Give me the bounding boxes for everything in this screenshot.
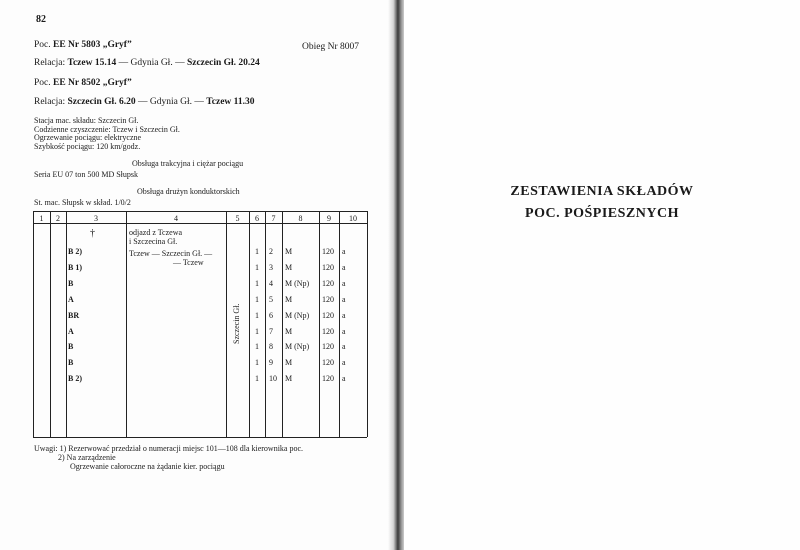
table-cell-c6: 1 (255, 247, 259, 256)
table-header-cell: 4 (174, 214, 178, 223)
table-cell-c7: 6 (269, 310, 273, 320)
relation-1-to: Szczecin Gł. 20.24 (186, 58, 260, 68)
page-number: 82 (36, 14, 46, 25)
info-line: Szybkość pociągu: 120 km/godz. (34, 141, 141, 151)
seria-line: Seria EU 07 ton 500 MD Słupsk (34, 170, 138, 179)
table-cell-c9: 120 (322, 294, 334, 304)
table-cell-c6: 1 (255, 342, 259, 352)
table-cell-c8: M (Np) (285, 310, 310, 320)
col4-text: i Szczecina Gł. (129, 237, 178, 246)
train-2-title (34, 78, 132, 89)
table-cell-c10: a (342, 262, 346, 272)
col4-text: odjazd z Tczewa (129, 228, 183, 237)
table-cell-c10: a (342, 374, 346, 384)
table-cell-c8: M (285, 247, 293, 256)
table-col-line (319, 211, 320, 437)
st-mac-line: St. mac. Słupsk w skład. 1/0/2 (34, 198, 131, 207)
table-col-line (50, 211, 51, 437)
table-border-bottom (33, 437, 367, 438)
relation-1-from: Tczew 15.14 (67, 58, 117, 68)
info-line: Codzienne czyszczenie: Tczew i Szczecin Gł. (34, 124, 180, 134)
table-cell-c9: 120 (322, 247, 334, 256)
table-cell-c9: 120 (322, 358, 334, 368)
info-line: Stacja mac. składu: Szczecin Gł. (34, 116, 139, 125)
table-cell-c7: 8 (269, 342, 273, 352)
table-cell-c9: 120 (322, 326, 334, 336)
col5-station: Szczecin Gł. (232, 303, 241, 344)
table-cell-c3: A (68, 326, 74, 336)
table-col-line (282, 211, 283, 437)
relation-2-via: — Gdynia Gł. — (137, 97, 204, 107)
relation-1 (34, 58, 260, 69)
table-cell-c3: A (68, 294, 74, 304)
left-page (0, 0, 392, 550)
relation-1-via: — Gdynia Gł. — (118, 58, 185, 68)
uwagi-notes (34, 444, 303, 471)
table-header-cell: 2 (56, 214, 60, 223)
table-cell-c9: 120 (322, 374, 334, 384)
cross-symbol: † (90, 228, 95, 239)
table-cell-c8: M (285, 262, 293, 272)
table-cell-c6: 1 (255, 358, 259, 368)
section-title-line-2: POC. POŚPIESZNYCH (525, 206, 679, 221)
table-cell-c9: 120 (322, 342, 334, 352)
table-header-cell: 5 (235, 214, 240, 223)
table-cell-c7: 4 (269, 278, 273, 288)
uwagi-note: 1) Rezerwować przedział o numeracji miejsc 101—108 dla kierownika poc. (59, 444, 304, 453)
table-cell-c9: 120 (322, 310, 334, 320)
table-cell-c6: 1 (255, 278, 259, 288)
relation-2-to: Tczew 11.30 (206, 97, 255, 107)
train-info (34, 117, 180, 151)
train-1-title (34, 40, 132, 51)
table-cell-c3: B (68, 342, 74, 352)
table-header-cell: 6 (255, 214, 259, 223)
table-cell-c3: B 2) (68, 247, 82, 256)
table-col-line (249, 211, 250, 437)
table-cell-c10: a (342, 278, 346, 288)
col4-text: Tczew — Szczecin Gł. — (129, 249, 213, 258)
table-cell-c3: BR (68, 310, 80, 320)
relation-2-from: Szczecin Gł. 6.20 (67, 97, 136, 107)
table-cell-c10: a (342, 342, 346, 352)
table-col-line (226, 211, 227, 437)
train-2-number: EE Nr 8502 „Gryf” (53, 78, 132, 88)
table-header-cell: 3 (94, 214, 98, 223)
col4-text: — Tczew (173, 258, 204, 267)
table-cell-c7: 3 (269, 262, 273, 272)
table-cell-c10: a (342, 294, 346, 304)
table-cell-c6: 1 (255, 326, 259, 336)
relation-2 (34, 97, 255, 108)
table-header-cell: 7 (271, 214, 276, 223)
table-cell-c3: B 2) (68, 374, 82, 384)
table-header-cell: 8 (298, 214, 303, 223)
train-2-prefix: Poc. (34, 78, 51, 88)
train-1-prefix: Poc. (34, 40, 51, 50)
table-cell-c8: M (285, 358, 293, 368)
table-header-cell: 1 (39, 214, 44, 223)
table-border-top (33, 211, 367, 212)
table-col-line (265, 211, 266, 437)
table-cell-c8: M (Np) (285, 342, 310, 352)
uwagi-line-1 (34, 444, 303, 453)
table-header-cell: 9 (327, 214, 331, 223)
uwagi-label: Uwagi: (34, 444, 58, 453)
section-title-line-1: ZESTAWIENIA SKŁADÓW (510, 184, 694, 199)
table-cell-c8: M (285, 326, 293, 336)
table-header-line (33, 223, 367, 224)
obsluga-trakcyjna-heading: Obsługa trakcyjna i ciężar pociągu (132, 159, 244, 168)
table-cell-c6: 1 (255, 374, 259, 384)
table-col-line (33, 211, 34, 437)
table-cell-c10: a (342, 358, 346, 368)
table-cell-c7: 7 (269, 326, 273, 336)
relation-2-label: Relacja: (34, 97, 66, 107)
table-cell-c7: 5 (269, 294, 273, 304)
info-line: Ogrzewanie pociągu: elektryczne (34, 133, 142, 143)
table-col-line (367, 211, 368, 437)
right-page (404, 0, 800, 550)
table-cell-c8: M (285, 294, 293, 304)
table-col-line (339, 211, 340, 437)
train-1-number: EE Nr 5803 „Gryf” (53, 40, 132, 50)
table-cell-c10: a (342, 326, 346, 336)
table-cell-c10: a (342, 310, 346, 320)
relation-1-label: Relacja: (34, 58, 66, 68)
table-cell-c7: 9 (269, 358, 273, 368)
table-cell-c7: 10 (269, 374, 277, 384)
table-cell-c3: B 1) (68, 262, 82, 272)
table-cell-c6: 1 (255, 294, 259, 304)
table-header-cell: 10 (349, 214, 357, 223)
table-cell-c8: M (Np) (285, 278, 310, 288)
table-cell-c9: 120 (322, 262, 334, 272)
table-cell-c8: M (285, 374, 293, 384)
table-cell-c9: 120 (322, 278, 334, 288)
table-cell-c6: 1 (255, 310, 259, 320)
uwagi-note: Ogrzewanie całoroczne na żądanie kier. pociągu (70, 462, 225, 471)
table-cell-c3: B (68, 278, 74, 288)
table-cell-c3: B (68, 358, 74, 368)
table-cell-c6: 1 (255, 262, 259, 272)
table-col-line (66, 211, 67, 437)
table-col-line (126, 211, 127, 437)
uwagi-note: 2) Na zarządzenie (58, 453, 116, 462)
obsluga-druzyn-heading: Obsługa drużyn konduktorskich (137, 187, 240, 196)
table-cell-c7: 2 (269, 247, 273, 256)
table-cell-c10: a (342, 247, 346, 256)
obieg-number: Obieg Nr 8007 (302, 42, 359, 52)
